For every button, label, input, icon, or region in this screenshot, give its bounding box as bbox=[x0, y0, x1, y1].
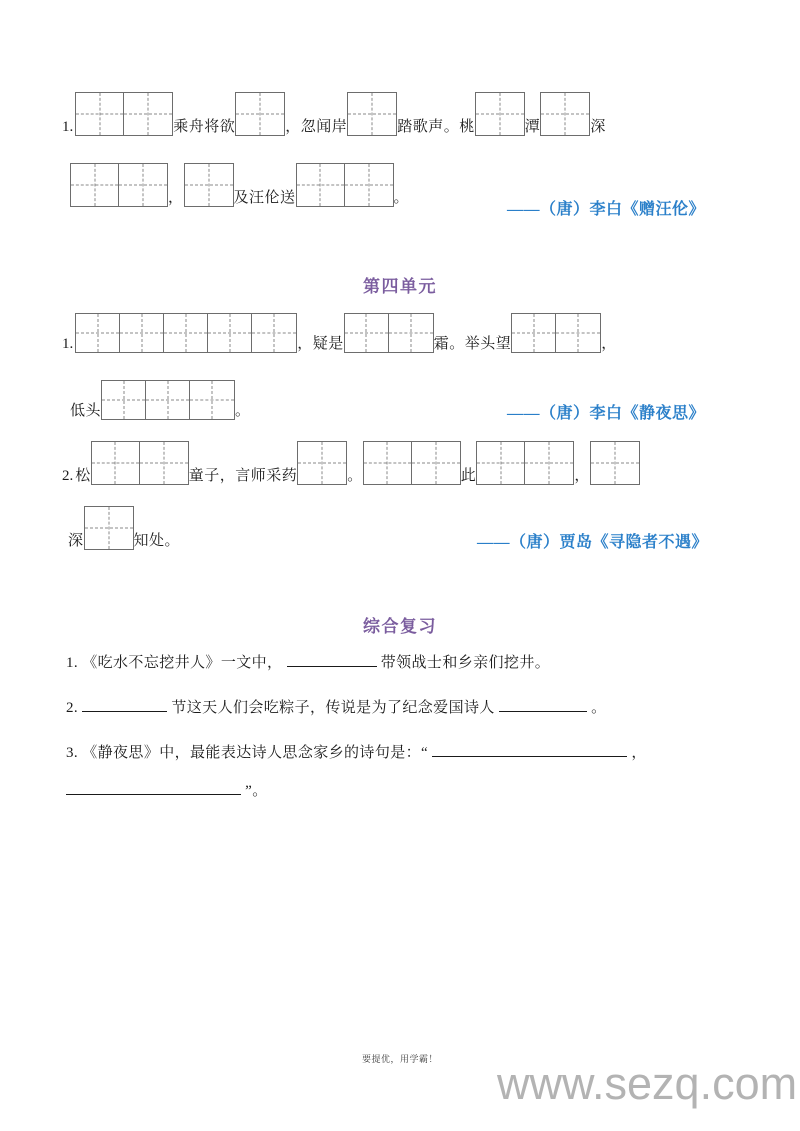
question-text: 《吃水不忘挖井人》一文中， bbox=[82, 655, 283, 671]
poem-text: 霜。举头望 bbox=[433, 336, 512, 352]
grid-cell[interactable] bbox=[252, 314, 296, 352]
grid-cell[interactable] bbox=[190, 381, 234, 419]
poem-text: 深 bbox=[590, 119, 606, 135]
attribution-jingyesi: ——（唐）李白《静夜思》 bbox=[507, 405, 706, 422]
answer-grid-2cell[interactable] bbox=[344, 313, 434, 353]
poem-text: 童子，言师采药 bbox=[188, 468, 298, 484]
answer-grid-1cell[interactable] bbox=[184, 163, 234, 207]
poem-text: 。 bbox=[235, 403, 251, 419]
answer-grid-1cell[interactable] bbox=[84, 506, 134, 550]
review-question-3-line2 bbox=[66, 780, 268, 802]
poem-text: ， bbox=[574, 468, 590, 484]
review-question-1 bbox=[66, 652, 550, 674]
item-number: 1. bbox=[62, 119, 74, 135]
grid-cell[interactable] bbox=[208, 314, 252, 352]
answer-blank[interactable] bbox=[82, 697, 167, 712]
site-watermark: www.sezq.com bbox=[497, 1058, 798, 1109]
poem-line-zengwanglun-2 bbox=[70, 163, 409, 207]
poem-text: 乘舟将欲 bbox=[173, 119, 236, 135]
question-text: 。 bbox=[591, 700, 607, 716]
review-question-3-line1 bbox=[66, 742, 647, 764]
grid-cell[interactable] bbox=[298, 442, 346, 484]
grid-cell[interactable] bbox=[345, 314, 389, 352]
poem-text: ， bbox=[601, 336, 617, 352]
question-text: ”。 bbox=[245, 783, 268, 799]
grid-cell[interactable] bbox=[541, 93, 589, 135]
answer-grid-1cell[interactable] bbox=[540, 92, 590, 136]
answer-grid-1cell[interactable] bbox=[297, 441, 347, 485]
attribution-xunyinzhe: ——（唐）贾岛《寻隐者不遇》 bbox=[477, 534, 709, 551]
grid-cell[interactable] bbox=[119, 164, 167, 206]
grid-cell[interactable] bbox=[92, 442, 140, 484]
answer-grid-5cell[interactable] bbox=[75, 313, 297, 353]
attribution-zengwanglun: ——（唐）李白《赠汪伦》 bbox=[507, 201, 706, 218]
section-heading-comprehensive-review: 综合复习 bbox=[363, 617, 437, 636]
answer-blank[interactable] bbox=[66, 780, 241, 795]
grid-cell[interactable] bbox=[185, 164, 233, 206]
question-text: ， bbox=[631, 745, 647, 761]
poem-text: 低头 bbox=[70, 403, 102, 419]
grid-cell[interactable] bbox=[412, 442, 460, 484]
poem-text: ，忽闻岸 bbox=[285, 119, 348, 135]
answer-grid-2cell[interactable] bbox=[363, 441, 461, 485]
poem-line-zengwanglun-1 bbox=[62, 92, 606, 136]
answer-blank[interactable] bbox=[287, 652, 377, 667]
grid-cell[interactable] bbox=[124, 93, 172, 135]
answer-grid-2cell[interactable] bbox=[91, 441, 189, 485]
grid-cell[interactable] bbox=[71, 164, 119, 206]
answer-grid-2cell[interactable] bbox=[476, 441, 574, 485]
question-text: 《静夜思》中，最能表达诗人思念家乡的诗句是：“ bbox=[82, 745, 429, 761]
section-heading-unit-four: 第四单元 bbox=[363, 277, 437, 296]
answer-grid-3cell[interactable] bbox=[101, 380, 235, 420]
grid-cell[interactable] bbox=[512, 314, 556, 352]
answer-grid-1cell[interactable] bbox=[590, 441, 640, 485]
grid-cell[interactable] bbox=[364, 442, 412, 484]
poem-text: 潭 bbox=[524, 119, 541, 135]
footer-note: 要提优，用学霸！ bbox=[361, 1054, 438, 1064]
poem-line-jingyesi-1 bbox=[62, 313, 617, 353]
poem-text: 及汪伦送 bbox=[233, 190, 296, 206]
grid-cell[interactable] bbox=[556, 314, 600, 352]
grid-cell[interactable] bbox=[591, 442, 639, 484]
grid-cell[interactable] bbox=[164, 314, 208, 352]
poem-text: 踏歌声。桃 bbox=[397, 119, 475, 135]
question-number: 3. bbox=[66, 745, 79, 761]
answer-blank[interactable] bbox=[499, 697, 587, 712]
answer-grid-2cell[interactable] bbox=[70, 163, 168, 207]
poem-text: 。 bbox=[393, 190, 410, 206]
answer-grid-2cell[interactable] bbox=[511, 313, 601, 353]
poem-text: 。 bbox=[347, 468, 363, 484]
poem-text: ，疑是 bbox=[297, 336, 344, 352]
grid-cell[interactable] bbox=[476, 93, 524, 135]
poem-line-jingyesi-2 bbox=[70, 380, 251, 420]
poem-text: ， bbox=[168, 190, 184, 206]
answer-grid-1cell[interactable] bbox=[235, 92, 285, 136]
question-number: 1. bbox=[66, 655, 79, 671]
answer-grid-1cell[interactable] bbox=[475, 92, 525, 136]
item-number: 2. bbox=[62, 468, 74, 484]
grid-cell[interactable] bbox=[525, 442, 573, 484]
answer-grid-2cell[interactable] bbox=[296, 163, 394, 207]
grid-cell[interactable] bbox=[120, 314, 164, 352]
grid-cell[interactable] bbox=[76, 314, 120, 352]
review-question-2 bbox=[66, 697, 607, 719]
grid-cell[interactable] bbox=[345, 164, 393, 206]
question-text: 带领战士和乡亲们挖井。 bbox=[380, 655, 551, 671]
poem-text: 深 bbox=[68, 533, 84, 549]
grid-cell[interactable] bbox=[348, 93, 396, 135]
question-number: 2. bbox=[66, 700, 79, 716]
answer-grid-2cell[interactable] bbox=[75, 92, 173, 136]
grid-cell[interactable] bbox=[146, 381, 190, 419]
poem-line-xunyinzhe-2 bbox=[68, 506, 180, 550]
poem-text: 知处。 bbox=[133, 533, 181, 549]
grid-cell[interactable] bbox=[297, 164, 345, 206]
answer-grid-1cell[interactable] bbox=[347, 92, 397, 136]
grid-cell[interactable] bbox=[76, 93, 124, 135]
grid-cell[interactable] bbox=[236, 93, 284, 135]
poem-line-xunyinzhe-1 bbox=[62, 441, 640, 485]
poem-text: 松 bbox=[75, 468, 91, 484]
grid-cell[interactable] bbox=[102, 381, 146, 419]
grid-cell[interactable] bbox=[140, 442, 188, 484]
item-number: 1. bbox=[62, 336, 74, 352]
question-text: 节这天人们会吃粽子，传说是为了纪念爱国诗人 bbox=[171, 700, 495, 716]
grid-cell[interactable] bbox=[85, 507, 133, 549]
grid-cell[interactable] bbox=[389, 314, 433, 352]
grid-cell[interactable] bbox=[477, 442, 525, 484]
poem-text: 此 bbox=[460, 468, 477, 484]
answer-blank[interactable] bbox=[432, 742, 627, 757]
